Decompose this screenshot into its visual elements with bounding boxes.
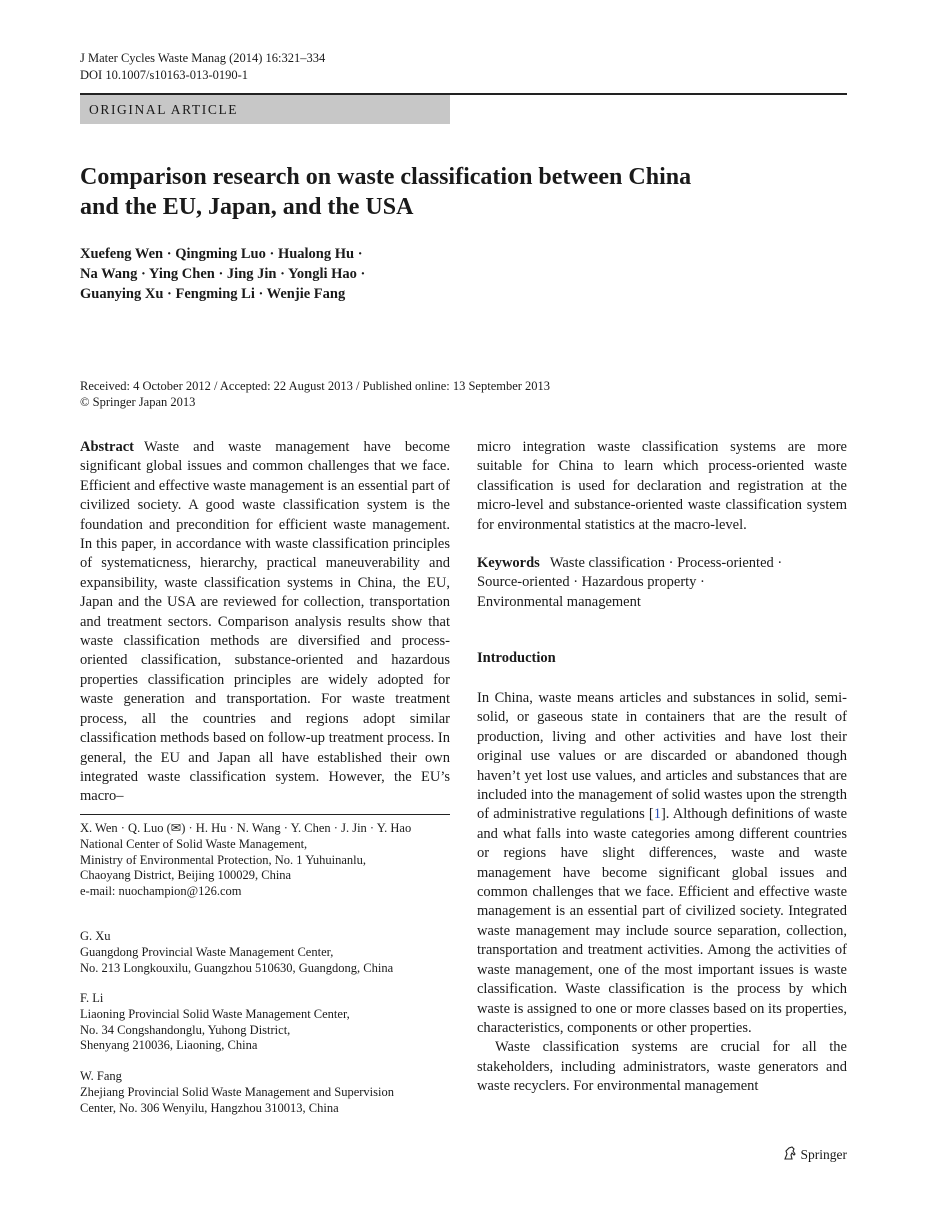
affiliation-names: X. Wen · Q. Luo (✉) · H. Hu · N. Wang · Y. Chen · J. Jin · Y. Hao xyxy=(80,821,412,835)
article-type-banner: ORIGINAL ARTICLE xyxy=(80,95,450,124)
abstract-continuation xyxy=(477,438,847,535)
publication-dates xyxy=(80,378,840,410)
affiliation-2 xyxy=(80,929,450,976)
intro-text: ]. Although definitions of waste and what falls into waste categories among different countries or regions have slight differences, waste and waste management have become significant global issues and common challenges that we face. Efficient and effective waste management is an essential part of civilized society. Integrated waste management may include source separation, collection, transportation and treatment activities. Among the activities of waste management, one of the most important issues is waste classification. Waste classification is the process by which waste is assigned to one or more classes based on its properties, characteristics, components or other properties. xyxy=(477,806,848,1036)
introduction-body xyxy=(477,689,847,1097)
affiliation-org: National Center of Solid Waste Management, xyxy=(80,836,308,851)
introduction-heading: Introduction xyxy=(477,650,556,666)
introduction-paragraph-2: Waste classification systems are crucial for all the stakeholders, including administrators, waste generators and waste recyclers. For environmental management xyxy=(477,1039,847,1095)
authors-line-2: Na Wang · Ying Chen · Jing Jin · Yongli Hao · xyxy=(80,266,366,282)
affiliation-names: G. Xu xyxy=(80,929,111,943)
keywords-heading: Keywords xyxy=(477,555,540,571)
affiliation-address: No. 213 Longkouxilu, Guangzhou 510630, Guangdong, China xyxy=(80,960,394,975)
footnote-rule xyxy=(80,814,450,815)
springer-horse-icon xyxy=(782,1145,798,1165)
keywords-line-1: Waste classification · Process-oriented · xyxy=(549,555,783,571)
doi: DOI 10.1007/s10163-013-0190-1 xyxy=(80,68,249,82)
title-line-1: Comparison research on waste classification between China xyxy=(80,164,692,190)
copyright-line: © Springer Japan 2013 xyxy=(80,395,196,409)
affiliation-address: No. 34 Congshandonglu, Yuhong District, xyxy=(80,1022,291,1037)
affiliation-3 xyxy=(80,991,450,1054)
abstract xyxy=(80,438,450,807)
keywords-line-3: Environmental management xyxy=(477,593,641,610)
article-title xyxy=(80,162,840,222)
title-line-2: and the EU, Japan, and the USA xyxy=(80,194,414,220)
abstract-text: Waste and waste management have become significant global issues and common challenges that we face. Efficient and effective waste management is an essential part of civilized society. A good waste classification system is the foundation and precondition for efficient waste management. In this paper, in accordance with waste classification principles of systematicness, hierarchy, practical maneuverability and expansibility, waste classification systems in China, the EU, Japan and the USA are reviewed for collection, transportation and treatment sectors. Comparison analysis results show that waste classification methods are diversified and process-oriented classification, substance-oriented and hazardous properties classification principles are widely adopted for waste generation and transportation. For waste treatment process, all the countries and regions adopt similar classification methods based on follow-up treatment process. In general, the EU and Japan all have established their own integrated waste classification system. However, the EU’s macro– xyxy=(80,439,450,805)
affiliation-org: Liaoning Provincial Solid Waste Management Center, xyxy=(80,1006,350,1021)
affiliation-address: Ministry of Environmental Protection, No. 1 Yuhuinanlu, xyxy=(80,852,366,867)
affiliation-names: W. Fang xyxy=(80,1069,122,1083)
introduction-paragraph-1 xyxy=(477,689,847,1038)
affiliation-address: Center, No. 306 Wenyilu, Hangzhou 310013, China xyxy=(80,1100,339,1115)
affiliation-1 xyxy=(80,821,450,900)
dates-line: Received: 4 October 2012 / Accepted: 22 August 2013 / Published online: 13 September 2013 xyxy=(80,379,551,393)
author-list xyxy=(80,244,840,304)
intro-text: In China, waste means articles and substances in solid, semi-solid, or gaseous state in containers that are the result of production, living and other activities and have lost their original use values or are discarded or abandoned though haven’t yet lost use values, and articles and substances that are included into the management of solid wastes upon the strength of administrative regulations [ xyxy=(477,690,847,823)
affiliation-org: Zhejiang Provincial Solid Waste Management and Supervision xyxy=(80,1084,394,1099)
authors-line-3: Guanying Xu · Fengming Li · Wenjie Fang xyxy=(80,286,346,302)
affiliation-org: Guangdong Provincial Waste Management Center, xyxy=(80,944,334,959)
publisher-footer xyxy=(782,1145,848,1165)
affiliation-names: F. Li xyxy=(80,991,104,1005)
reference-link[interactable]: 1 xyxy=(653,806,661,823)
authors-line-1: Xuefeng Wen · Qingming Luo · Hualong Hu · xyxy=(80,246,363,262)
affiliation-address: Chaoyang District, Beijing 100029, China xyxy=(80,868,292,883)
affiliation-4 xyxy=(80,1069,450,1116)
abstract-continuation-text: micro integration waste classification systems are more suitable for China to learn which process-oriented waste classification is used for declaration and registration at the micro-level and substance-oriented waste classification system for environmental statistics at the macro-level. xyxy=(477,439,847,533)
publisher-name: Springer xyxy=(800,1147,847,1162)
affiliation-address: Shenyang 210036, Liaoning, China xyxy=(80,1038,258,1053)
keywords-line-2: Source-oriented · Hazardous property · xyxy=(477,574,705,591)
keywords xyxy=(477,554,847,612)
affiliation-email[interactable]: e-mail: nuochampion@126.com xyxy=(80,884,242,899)
journal-citation: J Mater Cycles Waste Manag (2014) 16:321–334 xyxy=(80,51,326,65)
abstract-heading: Abstract xyxy=(80,439,134,455)
